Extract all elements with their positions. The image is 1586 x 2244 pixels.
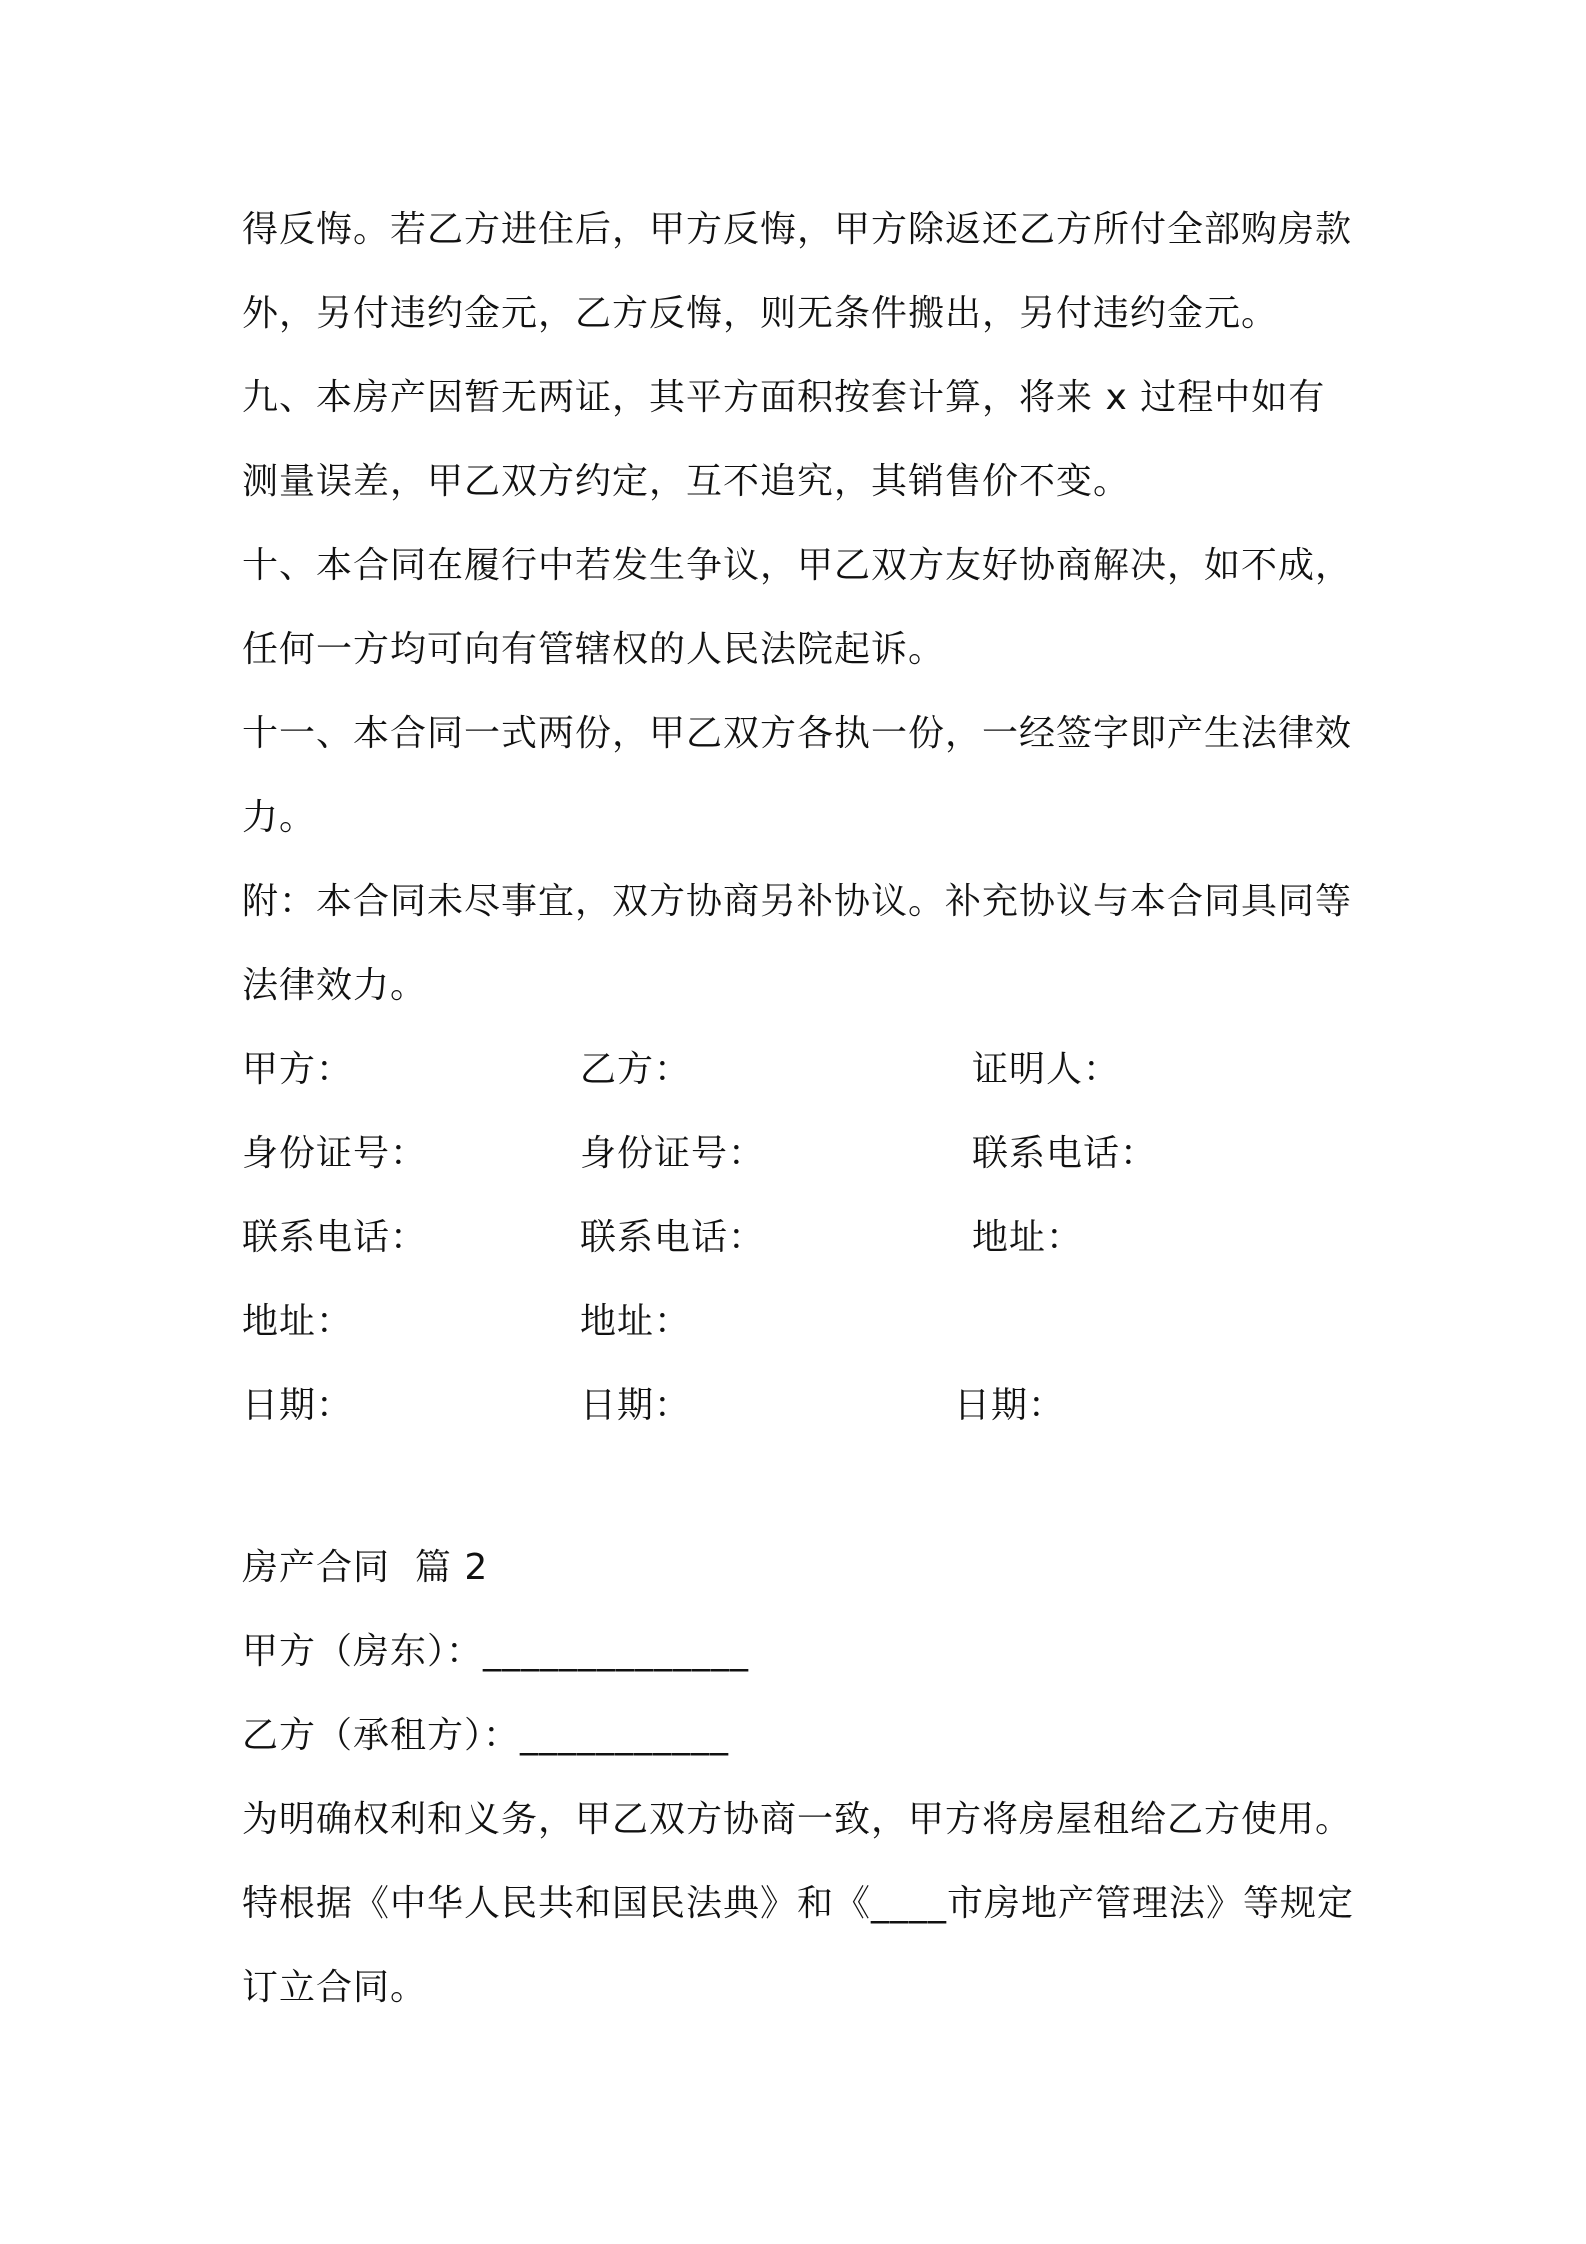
signature-row-date	[242, 1364, 1357, 1448]
witness-date-label: 日期：	[954, 1385, 1066, 1426]
appendix-note: 附：本合同未尽事宜，双方协商另补协议。补充协议与本合同具同等法律效力。	[242, 881, 1353, 1006]
clause-paragraph: 得反悔。若乙方进住后，甲方反悔，甲方除返还乙方所付全部购房款外，另付违约金元，乙方反悔，则无条件搬出，另付违约金元。	[242, 209, 1353, 334]
signature-block	[242, 1028, 1357, 1448]
intro-paragraph: 为明确权利和义务，甲乙双方协商一致，甲方将房屋租给乙方使用。特根据《中华人民共和国民法典》和《____市房地产管理法》等规定订立合同。	[242, 1799, 1355, 2008]
clause-nine: 九、本房产因暂无两证，其平方面积按套计算，将来 x 过程中如有测量误差，甲乙双方约定，互不追究，其销售价不变。	[242, 377, 1326, 502]
signature-row-party	[242, 1028, 1357, 1112]
party-b-date-label: 日期：	[580, 1385, 692, 1426]
party-a-id-label: 身份证号：	[242, 1133, 428, 1174]
contract-clauses	[242, 188, 1357, 1028]
contract-section-2	[242, 1526, 1357, 2030]
witness-label: 证明人：	[972, 1049, 1121, 1090]
party-a-phone-label: 联系电话：	[242, 1217, 428, 1258]
tenant-line: 乙方（承租方）：___________	[242, 1715, 730, 1756]
section-heading: 房产合同 篇 2	[242, 1547, 489, 1588]
clause-eleven: 十一、本合同一式两份，甲乙双方各执一份，一经签字即产生法律效力。	[242, 713, 1353, 838]
party-b-id-label: 身份证号：	[580, 1133, 766, 1174]
landlord-line: 甲方（房东）：______________	[242, 1631, 750, 1672]
signature-row-address	[242, 1280, 1357, 1364]
party-a-date-label: 日期：	[242, 1385, 354, 1426]
clause-ten: 十、本合同在履行中若发生争议，甲乙双方友好协商解决，如不成，任何一方均可向有管辖权的人民法院起诉。	[242, 545, 1353, 670]
witness-address-label: 地址：	[972, 1217, 1084, 1258]
signature-row-id	[242, 1112, 1357, 1196]
party-b-phone-label: 联系电话：	[580, 1217, 766, 1258]
signature-row-phone	[242, 1196, 1357, 1280]
party-a-address-label: 地址：	[242, 1301, 354, 1342]
party-a-label: 甲方：	[242, 1049, 354, 1090]
party-b-label: 乙方：	[580, 1049, 692, 1090]
witness-phone-label: 联系电话：	[972, 1133, 1158, 1174]
party-b-address-label: 地址：	[580, 1301, 692, 1342]
